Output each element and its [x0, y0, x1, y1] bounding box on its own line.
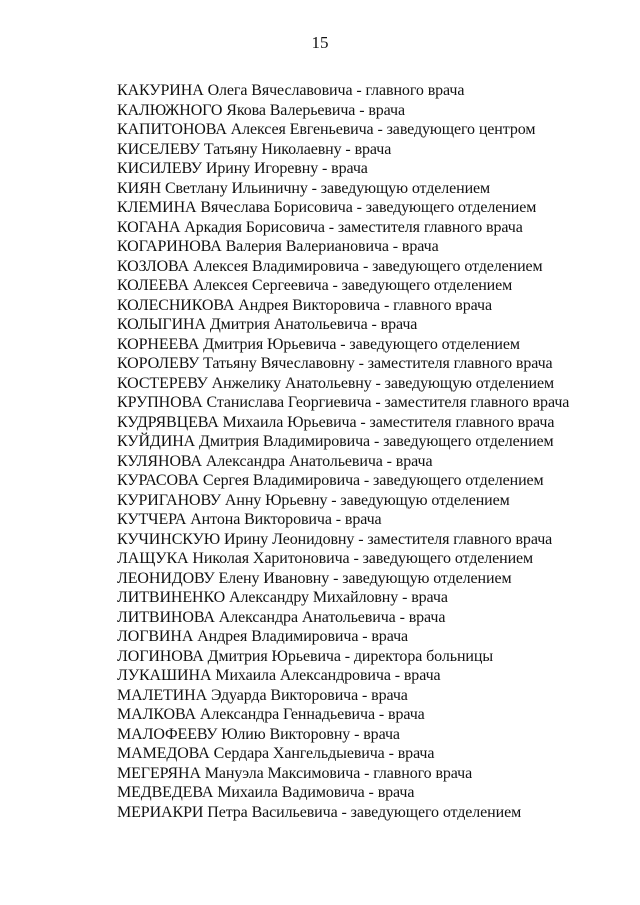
- list-item: КАЛЮЖНОГО Якова Валерьевича - врача: [117, 101, 405, 119]
- list-item: КУРИГАНОВУ Анну Юрьевну - заведующую отделением: [117, 491, 510, 509]
- list-item: КОЛЫГИНА Дмитрия Анатольевича - врача: [117, 316, 418, 333]
- list-item: МЕРИАКРИ Петра Васильевича - заведующего отделением: [117, 803, 522, 821]
- list-item: ЛОГВИНА Андрея Владимировича - врача: [117, 628, 409, 645]
- list-item: КУДРЯВЦЕВА Михаила Юрьевича - заместителя главного врача: [117, 413, 555, 431]
- list-item: КАПИТОНОВА Алексея Евгеньевича - заведующего центром: [117, 121, 536, 138]
- list-item: КОЗЛОВА Алексея Владимировича - заведующего отделением: [117, 257, 543, 275]
- list-item: МАЛКОВА Александра Геннадьевича - врача: [117, 706, 425, 723]
- list-item: МАЛЕТИНА Эдуарда Викторовича - врача: [117, 686, 408, 704]
- appointee-list: [117, 81, 627, 822]
- list-item: КОЛЕЕВА Алексея Сергеевича - заведующего отделением: [117, 277, 513, 294]
- list-item: КУТЧЕРА Антона Викторовича - врача: [117, 511, 382, 528]
- list-item: КУЙДИНА Дмитрия Владимировича - заведующего отделением: [117, 433, 554, 450]
- list-item: ЛЕОНИДОВУ Елену Ивановну - заведующую отделением: [117, 569, 512, 587]
- list-item: КУРАСОВА Сергея Владимировича - заведующего отделением: [117, 472, 544, 489]
- list-item: ЛИТВИНЕНКО Александру Михайловну - врача: [117, 589, 448, 606]
- list-item: КОСТЕРЕВУ Анжелику Анатольевну - заведующую отделением: [117, 374, 554, 392]
- list-item: КОЛЕСНИКОВА Андрея Викторовича - главного врача: [117, 296, 492, 314]
- list-item: КУЛЯНОВА Александра Анатольевича - врача: [117, 452, 433, 470]
- list-item: КАКУРИНА Олега Вячеславовича - главного врача: [117, 82, 465, 99]
- list-item: МЕГЕРЯНА Мануэла Максимовича - главного врача: [117, 764, 473, 782]
- list-item: КОГАРИНОВА Валерия Валериановича - врача: [117, 238, 439, 255]
- list-item: КОРОЛЕВУ Татьяну Вячеславовну - заместителя главного врача: [117, 355, 553, 372]
- page-number: 15: [311, 33, 329, 52]
- list-item: МЕДВЕДЕВА Михаила Вадимовича - врача: [117, 784, 415, 801]
- list-item: КЛЕМИНА Вячеслава Борисовича - заведующего отделением: [117, 199, 537, 216]
- list-item: ЛОГИНОВА Дмитрия Юрьевича - директора больницы: [117, 647, 493, 665]
- list-item: КОРНЕЕВА Дмитрия Юрьевича - заведующего отделением: [117, 335, 520, 353]
- list-item: КРУПНОВА Станислава Георгиевича - заместителя главного врача: [117, 394, 570, 411]
- list-item: МАЛОФЕЕВУ Юлию Викторовну - врача: [117, 725, 400, 743]
- list-item: ЛАЩУКА Николая Харитоновича - заведующего отделением: [117, 550, 534, 567]
- list-item: КИСИЛЕВУ Ирину Игоревну - врача: [117, 160, 368, 177]
- list-item: КИСЕЛЕВУ Татьяну Николаевну - врача: [117, 140, 392, 158]
- list-item: ЛУКАШИНА Михаила Александровича - врача: [117, 667, 441, 684]
- list-item: КОГАНА Аркадия Борисовича - заместителя главного врача: [117, 218, 523, 236]
- list-item: КУЧИНСКУЮ Ирину Леонидовну - заместителя главного врача: [117, 530, 553, 548]
- list-item: КИЯН Светлану Ильиничну - заведующую отделением: [117, 179, 491, 197]
- list-item: МАМЕДОВА Сердара Хангельдыевича - врача: [117, 745, 435, 762]
- list-item: ЛИТВИНОВА Александра Анатольевича - врача: [117, 608, 446, 626]
